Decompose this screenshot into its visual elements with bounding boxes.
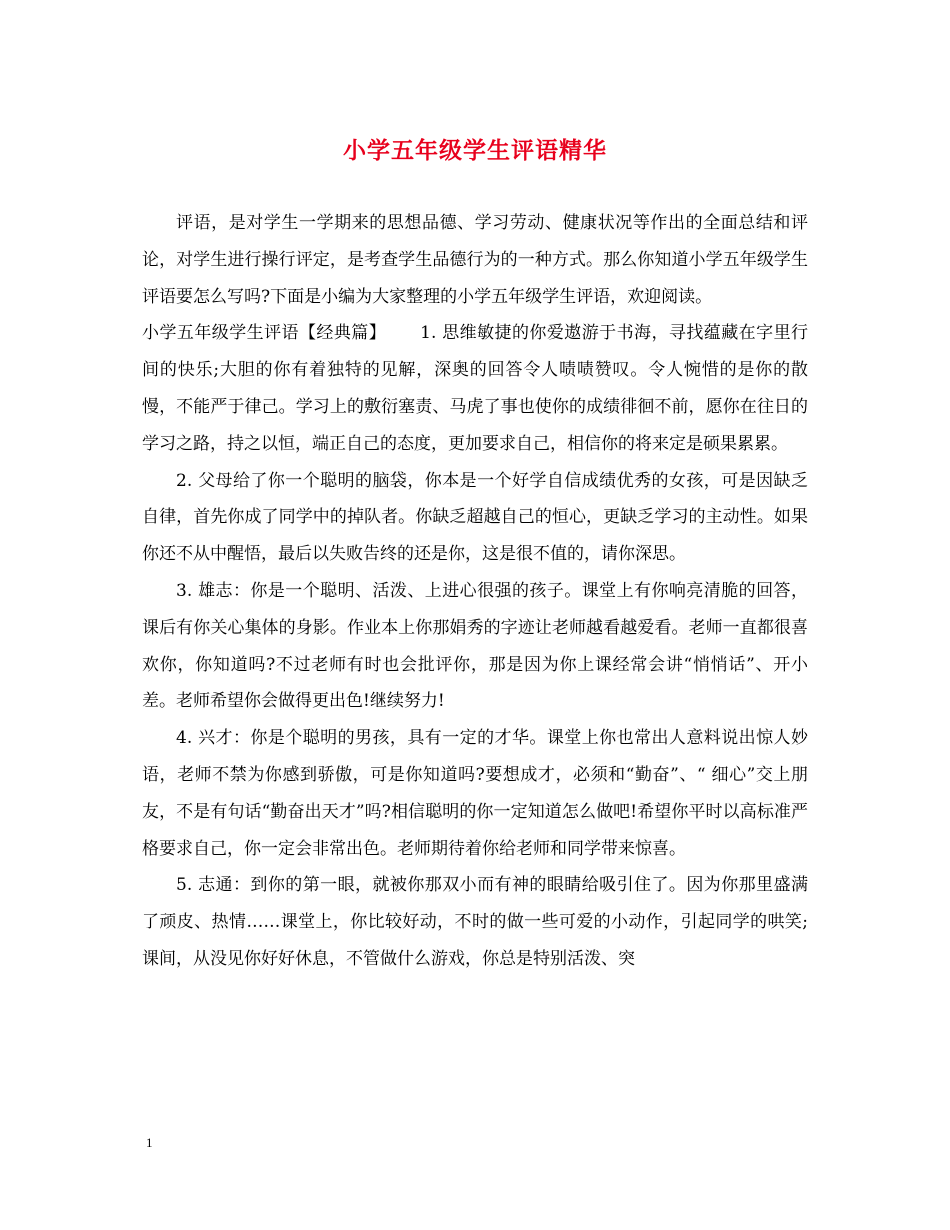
first-comment-paragraph: [142, 315, 808, 462]
intro-paragraph: 评语，是对学生一学期来的思想品德、学习劳动、健康状况等作出的全面总结和评论，对学生进行操行评定，是考查学生品德行为的一种方式。那么你知道小学五年级学生评语要怎么写吗?下面是小编为大家整理的小学五年级学生评语，欢迎阅读。: [142, 213, 808, 307]
document-title: 小学五年级学生评语精华: [343, 137, 607, 164]
document-body: [142, 205, 808, 978]
comment-5: 5. 志通：到你的第一眼，就被你那双小而有神的眼睛给吸引住了。因为你那里盛满了顽皮、热情……课堂上，你比较好动，不时的做一些可爱的小动作，引起同学的哄笑;课间，从没见你好好休息，不管做什么游戏，你总是特别活泼、突: [142, 875, 808, 969]
comment-3: 3. 雄志：你是一个聪明、活泼、上进心很强的孩子。课堂上有你响亮清脆的回答，课后有你关心集体的身影。作业本上你那娟秀的字迹让老师越看越爱看。老师一直都很喜欢你，你知道吗?不过老师有时也会批评你，那是因为你上课经常会讲“悄悄话”、开小差。老师希望你会做得更出色!继续努力!: [142, 580, 808, 712]
comment-4: 4. 兴才：你是个聪明的男孩，具有一定的才华。课堂上你也常出人意料说出惊人妙语，老师不禁为你感到骄傲，可是你知道吗?要想成才，必须和“勤奋”、“ 细心”交上朋友，不是有句话“勤奋出天才”吗?相信聪明的你一定知道怎么做吧!希望你平时以高标准严格要求自己，你一定会非常出色。老师期待着你给老师和同学带来惊喜。: [142, 728, 808, 859]
page-number: 1: [146, 1135, 153, 1150]
comment-1: 1. 思维敏捷的你爱遨游于书海，寻找蕴藏在字里行间的快乐;大胆的你有着独特的见解，深奥的回答令人啧啧赞叹。令人惋惜的是你的散慢，不能严于律己。学习上的敷衍塞责、马虎了事也使你的成绩徘徊不前，愿你在往日的学习之路，持之以恒，端正自己的态度，更加要求自己，相信你的将来定是硕果累累。: [142, 323, 809, 454]
section-heading: 小学五年级学生评语【经典篇】: [142, 323, 387, 344]
comment-2: 2. 父母给了你一个聪明的脑袋，你本是一个好学自信成绩优秀的女孩，可是因缺乏自律，首先你成了同学中的掉队者。你缺乏超越自己的恒心，更缺乏学习的主动性。如果你还不从中醒悟，最后以失败告终的还是你，这是很不值的，请你深思。: [142, 470, 808, 565]
